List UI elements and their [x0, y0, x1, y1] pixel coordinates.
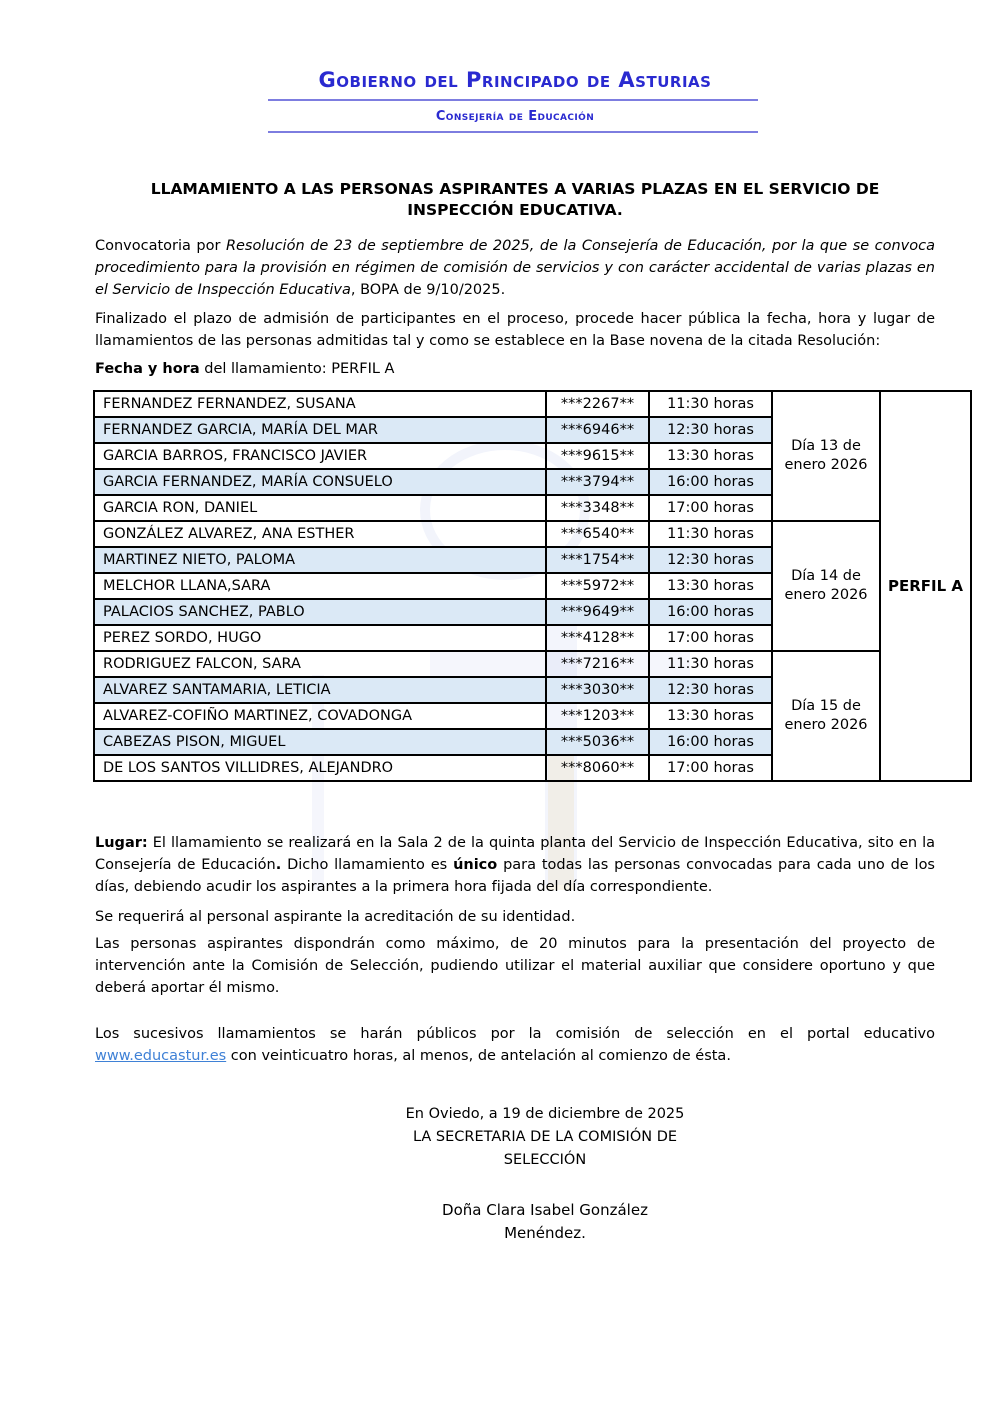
cell-name: RODRIGUEZ FALCON, SARA	[94, 651, 546, 677]
signatory-name-line-2: Menéndez.	[504, 1224, 586, 1242]
cell-time: 12:30 horas	[649, 417, 772, 443]
cell-name: GARCIA BARROS, FRANCISCO JAVIER	[94, 443, 546, 469]
paragraph-lugar	[95, 832, 935, 898]
convocatoria-post: , BOPA de 9/10/2025.	[350, 282, 506, 298]
cell-time: 11:30 horas	[649, 651, 772, 677]
cell-name: FERNANDEZ FERNANDEZ, SUSANA	[94, 391, 546, 417]
signatory-name-line-1: Doña Clara Isabel González	[442, 1201, 648, 1219]
cell-time: 17:00 horas	[649, 495, 772, 521]
cell-dni: ***3794**	[546, 469, 649, 495]
cell-dni: ***6540**	[546, 521, 649, 547]
cell-date-group: Día 13 de enero 2026	[772, 391, 880, 521]
cell-name: MELCHOR LLANA,SARA	[94, 573, 546, 599]
cell-name: MARTINEZ NIETO, PALOMA	[94, 547, 546, 573]
cell-name: ALVAREZ SANTAMARIA, LETICIA	[94, 677, 546, 703]
lugar-text-1: El llamamiento se realizará en la Sala 2 de la quinta planta del Servicio de Inspección Educativa, sito en la Consejería de Educación	[95, 835, 935, 873]
cell-dni: ***8060**	[546, 755, 649, 781]
cell-time: 17:00 horas	[649, 755, 772, 781]
closing-role-line-1: LA SECRETARIA DE LA COMISIÓN DE	[412, 1129, 678, 1145]
llamamientos-table	[93, 390, 972, 782]
cell-name: GARCIA FERNANDEZ, MARÍA CONSUELO	[94, 469, 546, 495]
cell-dni: ***3030**	[546, 677, 649, 703]
sucesivos-pre: Los sucesivos llamamientos se harán públicos por la comisión de selección en el portal educativo	[95, 1026, 935, 1042]
cell-dni: ***4128**	[546, 625, 649, 651]
fecha-hora-label: Fecha y hora	[95, 361, 200, 377]
cell-name: FERNANDEZ GARCIA, MARÍA DEL MAR	[94, 417, 546, 443]
cell-dni: ***9615**	[546, 443, 649, 469]
signature-block	[335, 1199, 755, 1245]
sucesivos-post: con veinticuatro horas, al menos, de antelación al comienzo de ésta.	[226, 1048, 731, 1064]
convocatoria-pre: Convocatoria por	[95, 238, 226, 254]
cell-time: 16:00 horas	[649, 469, 772, 495]
cell-name: GONZÁLEZ ALVAREZ, ANA ESTHER	[94, 521, 546, 547]
lugar-label: Lugar:	[95, 835, 148, 851]
lugar-bold-dot: .	[275, 857, 282, 873]
table-row	[94, 521, 971, 547]
table-row	[94, 651, 971, 677]
letterhead-rule-bottom	[268, 131, 758, 133]
government-name: Gobierno del Principado de Asturias	[318, 68, 712, 92]
table-row	[94, 391, 971, 417]
cell-dni: ***7216**	[546, 651, 649, 677]
educastur-link[interactable]: www.educastur.es	[95, 1048, 227, 1064]
cell-time: 11:30 horas	[649, 521, 772, 547]
lugar-text-3: para todas las personas convocadas para cada uno de los días, debiendo acudir los aspirantes a la primera hora fijada del día correspondiente.	[95, 857, 935, 895]
paragraph-sucesivos	[95, 1023, 935, 1067]
cell-dni: ***3348**	[546, 495, 649, 521]
closing-role-line-2: SELECCIÓN	[503, 1152, 587, 1168]
cell-dni: ***5972**	[546, 573, 649, 599]
paragraph-finalizado: Finalizado el plazo de admisión de participantes en el proceso, procede hacer pública la fecha, hora y lugar de llamamientos de las personas admitidas tal y como se establece en la Base novena de la citada Resolución:	[95, 311, 935, 349]
cell-dni: ***1754**	[546, 547, 649, 573]
cell-time: 16:00 horas	[649, 729, 772, 755]
document-title: LLAMAMIENTO A LAS PERSONAS ASPIRANTES A VARIAS PLAZAS EN EL SERVICIO DE INSPECCIÓN EDUCATIVA.	[150, 180, 880, 219]
cell-name: CABEZAS PISON, MIGUEL	[94, 729, 546, 755]
paragraph-convocatoria	[95, 235, 935, 301]
cell-time: 13:30 horas	[649, 703, 772, 729]
cell-dni: ***5036**	[546, 729, 649, 755]
lugar-unico: único	[453, 857, 498, 873]
cell-time: 17:00 horas	[649, 625, 772, 651]
cell-dni: ***9649**	[546, 599, 649, 625]
lugar-text-2: Dicho llamamiento es	[281, 857, 454, 873]
cell-time: 13:30 horas	[649, 443, 772, 469]
cell-dni: ***2267**	[546, 391, 649, 417]
cell-time: 11:30 horas	[649, 391, 772, 417]
letterhead-rule-top	[268, 99, 758, 101]
cell-dni: ***6946**	[546, 417, 649, 443]
closing-block	[335, 1103, 755, 1172]
cell-dni: ***1203**	[546, 703, 649, 729]
cell-time: 12:30 horas	[649, 547, 772, 573]
cell-time: 13:30 horas	[649, 573, 772, 599]
cell-name: DE LOS SANTOS VILLIDRES, ALEJANDRO	[94, 755, 546, 781]
fecha-hora-line	[95, 358, 935, 380]
paragraph-proyecto: Las personas aspirantes dispondrán como máximo, de 20 minutos para la presentación del proyecto de intervención ante la Comisión de Selección, pudiendo utilizar el material auxiliar que considere oportuno y que deberá aportar él mismo.	[95, 936, 935, 996]
cell-name: PEREZ SORDO, HUGO	[94, 625, 546, 651]
cell-date-group: Día 14 de enero 2026	[772, 521, 880, 651]
cell-time: 16:00 horas	[649, 599, 772, 625]
cell-name: ALVAREZ-COFIÑO MARTINEZ, COVADONGA	[94, 703, 546, 729]
department-name: Consejería de Educación	[435, 109, 595, 124]
cell-time: 12:30 horas	[649, 677, 772, 703]
cell-name: GARCIA RON, DANIEL	[94, 495, 546, 521]
paragraph-identidad: Se requerirá al personal aspirante la acreditación de su identidad.	[95, 909, 576, 925]
cell-perfil: PERFIL A	[880, 391, 971, 781]
cell-date-group: Día 15 de enero 2026	[772, 651, 880, 781]
closing-date-line: En Oviedo, a 19 de diciembre de 2025	[405, 1106, 685, 1122]
letterhead	[95, 68, 935, 133]
convocatoria-resolucion: Resolución de 23 de septiembre de 2025, de la Consejería de Educación, por la que se convoca procedimiento para la provisión en régimen de comisión de servicios y con carácter accidental de varias plazas en el Servicio de Inspección Educativa	[95, 238, 935, 298]
cell-name: PALACIOS SANCHEZ, PABLO	[94, 599, 546, 625]
fecha-hora-rest: del llamamiento: PERFIL A	[199, 361, 395, 377]
llamamientos-table-body	[94, 391, 971, 781]
